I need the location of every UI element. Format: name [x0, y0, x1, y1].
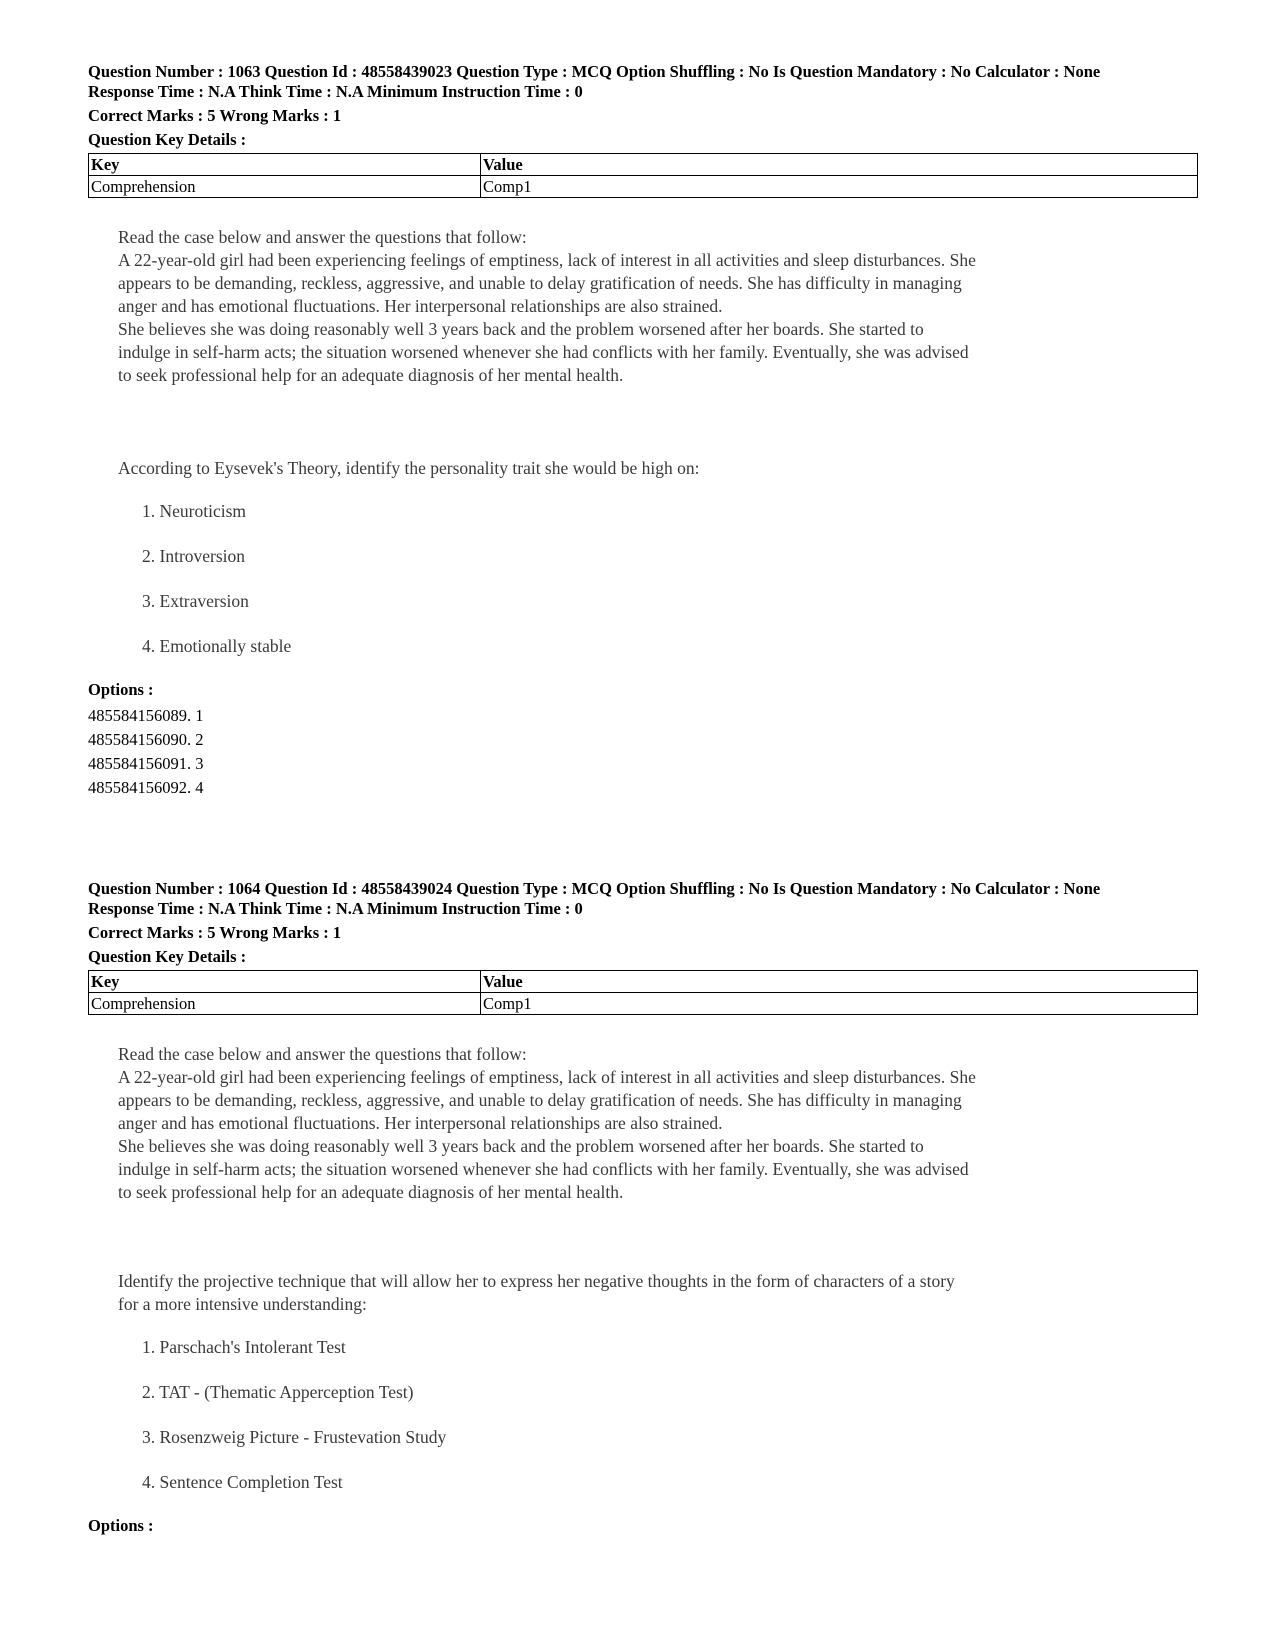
case-paragraph-1: A 22-year-old girl had been experiencing feelings of emptiness, lack of interest in all activities and sleep disturbances. She appears to be demanding, reckless, aggressive, and unable to delay gratification of needs. She has difficulty in managing anger and has emotional fluctuations. Her interpersonal relationships are also strained.: [118, 1067, 976, 1133]
answer-choice: 2. Introversion: [142, 546, 246, 566]
case-paragraph-1: A 22-year-old girl had been experiencing feelings of emptiness, lack of interest in all activities and sleep disturbances. She appears to be demanding, reckless, aggressive, and unable to delay gratification of needs. She has difficulty in managing anger and has emotional fluctuations. Her interpersonal relationships are also strained.: [118, 250, 976, 316]
case-intro: Read the case below and answer the questions that follow:: [118, 227, 527, 247]
question-marks: Correct Marks : 5 Wrong Marks : 1: [88, 923, 342, 942]
answer-choice: 4. Emotionally stable: [142, 636, 292, 656]
option-item: 485584156089. 1: [88, 706, 204, 725]
table-header-key: Key: [89, 971, 481, 993]
table-cell-key: Comprehension: [89, 176, 481, 198]
table-header-key: Key: [89, 154, 481, 176]
table-cell-value: Comp1: [481, 176, 1198, 198]
table-header-value: Value: [481, 154, 1198, 176]
question-content-image: [118, 1043, 978, 1494]
answer-choice: 1. Neuroticism: [142, 501, 247, 521]
question-prompt: Identify the projective technique that will allow her to express her negative thoughts in the form of characters of a story for a more intensive understanding:: [118, 1271, 955, 1314]
question-prompt: According to Eysevek's Theory, identify the personality trait she would be high on:: [118, 458, 700, 478]
table-cell-key: Comprehension: [89, 993, 481, 1015]
option-item: 485584156092. 4: [88, 778, 204, 797]
question-content-image: [118, 226, 978, 658]
options-list: [88, 704, 1198, 800]
table-header-value: Value: [481, 971, 1198, 993]
table-row: [89, 176, 1198, 198]
question-meta-line-2: Response Time : N.A Think Time : N.A Minimum Instruction Time : 0: [88, 899, 583, 918]
key-details-table: [88, 153, 1198, 198]
answer-choice: 3. Rosenzweig Picture - Frustevation Study: [142, 1427, 447, 1447]
table-header-row: [89, 154, 1198, 176]
answer-choice: 2. TAT - (Thematic Apperception Test): [142, 1382, 414, 1402]
table-cell-value: Comp1: [481, 993, 1198, 1015]
case-intro: Read the case below and answer the questions that follow:: [118, 1044, 527, 1064]
case-paragraph-2: She believes she was doing reasonably well 3 years back and the problem worsened after her boards. She started to indulge in self-harm acts; the situation worsened whenever she had conflicts with her family. Eventually, she was advised to seek professional help for an adequate diagnosis of her mental health.: [118, 1136, 969, 1202]
options-label: Options :: [88, 1516, 154, 1535]
question-meta-line-2: Response Time : N.A Think Time : N.A Minimum Instruction Time : 0: [88, 82, 583, 101]
question-marks: Correct Marks : 5 Wrong Marks : 1: [88, 106, 342, 125]
key-details-label: Question Key Details :: [88, 130, 247, 149]
case-paragraph-2: She believes she was doing reasonably well 3 years back and the problem worsened after her boards. She started to indulge in self-harm acts; the situation worsened whenever she had conflicts with her family. Eventually, she was advised to seek professional help for an adequate diagnosis of her mental health.: [118, 319, 969, 385]
option-item: 485584156091. 3: [88, 754, 204, 773]
document-page: [88, 62, 1198, 1535]
option-item: 485584156090. 2: [88, 730, 204, 749]
answer-choices: [118, 500, 978, 658]
table-header-row: [89, 971, 1198, 993]
answer-choice: 3. Extraversion: [142, 591, 249, 611]
table-row: [89, 993, 1198, 1015]
question-block-1063: [88, 62, 1198, 800]
key-details-label: Question Key Details :: [88, 947, 247, 966]
answer-choices: [118, 1336, 978, 1494]
answer-choice: 4. Sentence Completion Test: [142, 1472, 343, 1492]
question-meta-line-1: Question Number : 1063 Question Id : 48558439023 Question Type : MCQ Option Shuffling : No Is Question Mandatory : No Calculator : None: [88, 62, 1101, 81]
options-label: Options :: [88, 680, 154, 699]
question-meta-line-1: Question Number : 1064 Question Id : 48558439024 Question Type : MCQ Option Shuffling : No Is Question Mandatory : No Calculator : None: [88, 879, 1101, 898]
question-block-1064: [88, 879, 1198, 1536]
key-details-table: [88, 970, 1198, 1015]
answer-choice: 1. Parschach's Intolerant Test: [142, 1337, 346, 1357]
